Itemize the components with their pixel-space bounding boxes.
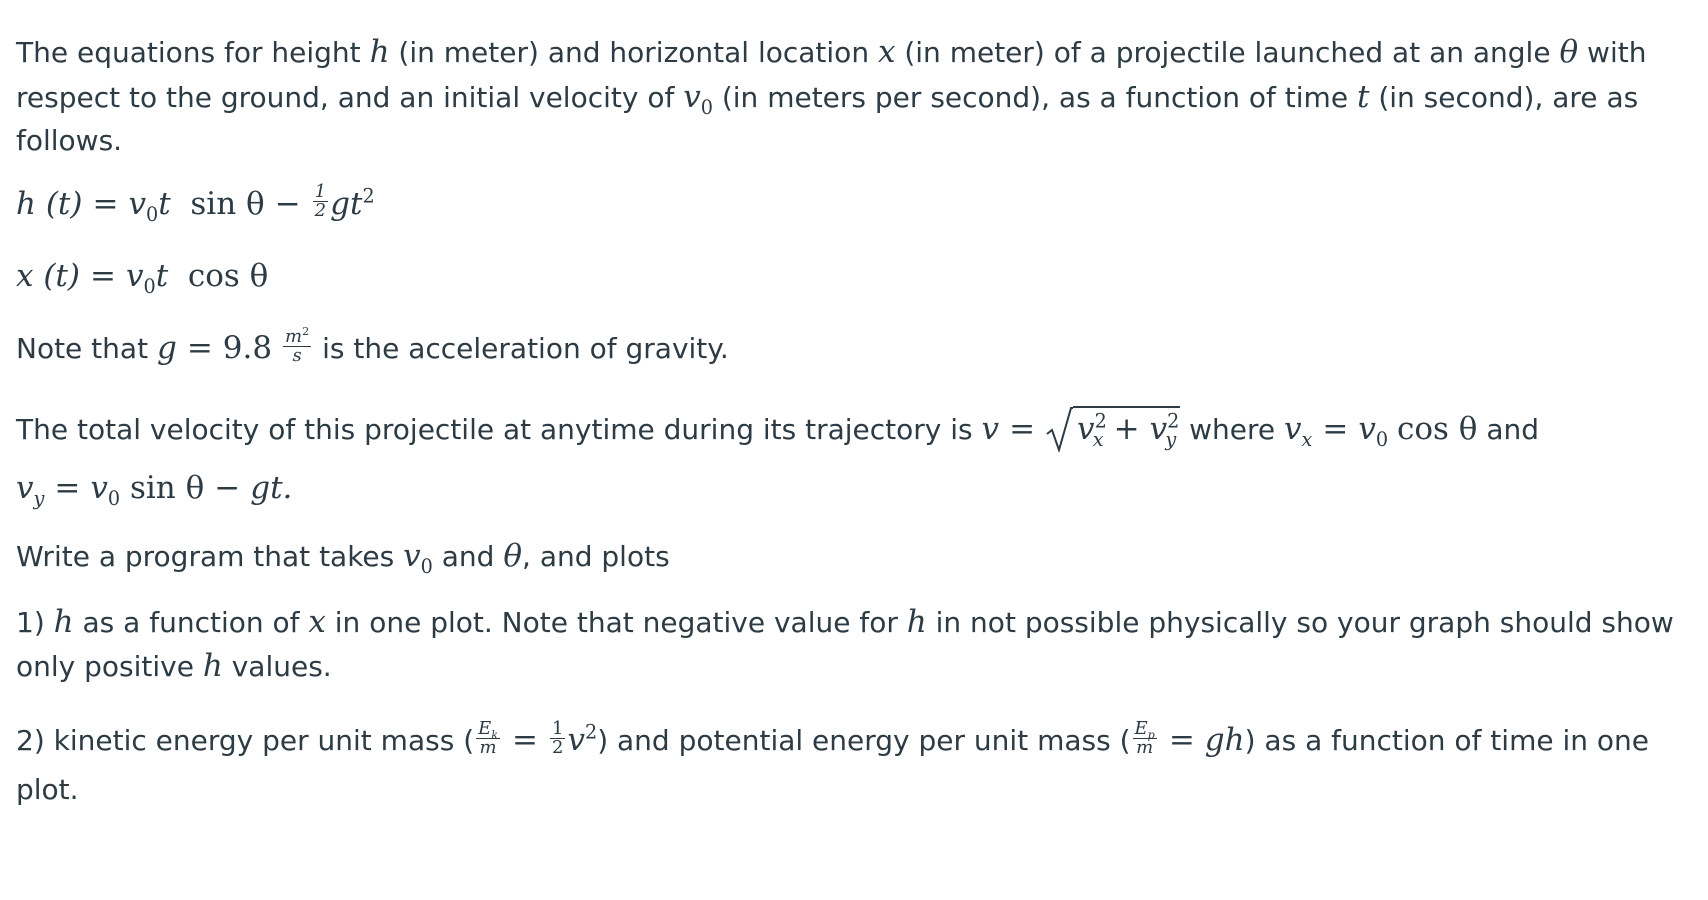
equation-horizontal: x $(t) = v_0t$ cos θ (16, 258, 269, 299)
item-2-line-2: plot. (16, 773, 79, 806)
task-line: Write a program that takes $v_0$ and θ, and plots (16, 538, 670, 579)
intro-text: (in second), are as (1369, 81, 1639, 114)
fraction-half: $\frac{1}{2}$ (314, 181, 327, 221)
fraction-half: $\frac{1}{2}$ (552, 717, 564, 758)
potential-energy-fraction: $\frac{E_p}{m}$ (1134, 717, 1155, 758)
intro-line-3 (16, 123, 122, 159)
item-1-line-2: only positive h values. (16, 648, 332, 684)
intro-line-1 (16, 34, 1646, 71)
intro-text: (in meter) of a projectile launched at an angle (895, 36, 1560, 69)
item-1-line-1: 1) h as a function of x in one plot. Note that negative value for h in not possible physically so your graph should show (16, 604, 1674, 640)
intro-text: (in meters per second), as a function of time (712, 81, 1357, 114)
math-x: x (877, 34, 896, 70)
math-theta: θ (1559, 34, 1579, 70)
intro-text: The equations for height (16, 36, 370, 69)
equation-height: h $(t) = v_0t$ sin θ − $\frac{1}{2}$ $gt^2$ (16, 181, 375, 227)
kinetic-energy-fraction: $\frac{E_k}{m}$ (478, 717, 499, 758)
velocity-line-1: The total velocity of this projectile at anytime during its trajectory is v = $v^2_x + v^2_y$ where $v_x = v_0$ cos θ and (16, 408, 1539, 454)
intro-text: with (1578, 36, 1647, 69)
math-t: t (1356, 79, 1370, 115)
square-root: $v^2_x + v^2_y$ (1045, 406, 1180, 452)
item-2-line-1: 2) kinetic energy per unit mass ( $\frac{E_k}{m}$ = $\frac{1}{2}$ $v^2$) and potential energy per unit mass ( $\frac{E_p}{m}$ = gh) as a function of time in one (16, 717, 1649, 758)
gravity-note: Note that g = 9.8 $\frac{m^2}{s}$ is the acceleration of gravity. (16, 324, 729, 366)
velocity-line-2: $v_y = v_0$ sin θ − gt. (16, 470, 293, 511)
gravity-unit-fraction: $\frac{m^2}{s}$ (285, 324, 310, 366)
intro-line-2 (16, 79, 1639, 120)
math-h: h (369, 34, 390, 70)
intro-text: respect to the ground, and an initial velocity of (16, 81, 684, 114)
math-v0: $v_0$ (683, 79, 713, 120)
intro-text: follows. (16, 124, 123, 157)
intro-text: (in meter) and horizontal location (389, 36, 878, 69)
